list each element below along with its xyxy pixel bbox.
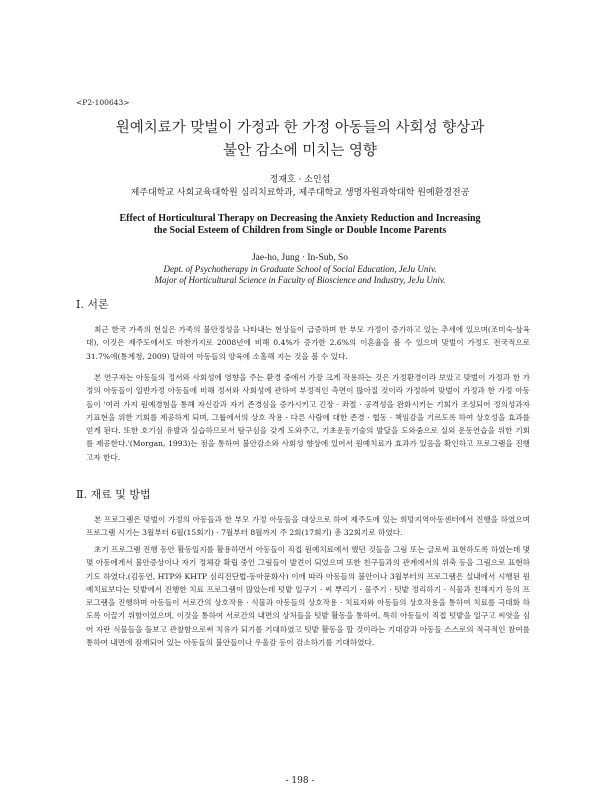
section-heading-introduction: Ⅰ. 서론 [76, 298, 109, 311]
english-authors-block [0, 253, 600, 286]
methods-paragraph-1: 본 프로그램은 맞벌이 가정의 아동들과 한 부모 가정 아동들을 대상으로 하여 제주도에 있는 희망지역아동센터에서 진행을 하였으며 프로그램 시기는 3월부터 6월(15회기) · 7월부터 8월까지 주 2회(17회기) 총 32회기로 하였다. [86, 515, 530, 538]
english-authors: Jae-ho, Jung · In-Sub, So [251, 253, 349, 263]
english-affiliation-1: Dept. of Psychotherapy in Graduate School of Social Education, JeJu Univ. [163, 264, 437, 274]
korean-title-line-2: 불안 감소에 미치는 영향 [223, 143, 377, 159]
page-number: - 198 - [285, 776, 315, 786]
section-heading-methods: Ⅱ. 재료 및 방법 [76, 488, 151, 501]
korean-authors: 정재호 · 소인섭 [269, 175, 331, 185]
introduction-paragraph-1: 최근 한국 가족의 현실은 가족의 불안정성을 나타내는 현상들이 급증하며 한 부모 가정이 증가하고 있는 추세에 있으며(조미숙·삼육대), 이것은 제주도에서도 마찬가지로 2008년에 비해 0.4%가 증가한 2.6%의 이혼율을 볼 수 있으며 맞벌이 가정도 전국적으로 31.7%에(통계청, 2009) 달하여 아동들의 양육에 소홀해 지는 것을 볼 수 있다. [86, 325, 530, 361]
introduction-paragraph-2: 본 연구자는 아동들의 정서와 사회성에 영향을 주는 환경 중에서 가장 크게 작용하는 것은 가정환경이라 보았고 맞벌이 가정과 한 가정의 아동들이 일반가정 아동들에 비해 정서와 사회성에 관하여 부정적인 측면이 많아질 것이라 가정하여 맞벌이 가정과 한 가정 아동들이 '여러 가지 원예경험을 통해 자신감과 자기 존경심을 증가시키고 긴장 · 좌절 · 공격성을 완화시키는 기회가 조성되어 정의성과자기표현을 위한 기회를 제공하게 되며, 그룹에서의 상호 작용 · 다른 사람에 대한 존경 · 협동 · 책임감을 기르도록 하여 상호성을 효과를 얻게 된다. 또한 호기심 유발과 실습하므로서 탐구심을 갖게 도와주고, 기초운동기술의 발달을 도와줌으로 실외 운동연습을 위한 기회를 제공한다.'(Morgan, 1993)는 점을 통하여 불안감소와 사회성 향상에 있어서 원예치료가 효과가 있음을 확인하고 프로그램을 진행고자 한다. [86, 373, 530, 462]
korean-title-line-1: 원예치료가 맞벌이 가정과 한 가정 아동들의 사회성 향상과 [115, 120, 485, 136]
english-title-line-1: Effect of Horticultural Therapy on Decreasing the Anxiety Reduction and Increasing [119, 213, 481, 224]
english-affiliation-2: Major of Horticultural Science in Faculty of Bioscience and Industry, JeJu Univ. [154, 275, 446, 285]
methods-paragraph-2: 초기 프로그램 진행 동안 활동일지를 활용하면서 아동들이 직접 원예치료에서 했던 것들을 그림 또는 글로써 표현하도록 하였는데 몇몇 아동에게서 불안증상이나 자기 정체감 확립 중인 그림들이 발견이 되었으며 또한 친구들과의 관계에서의 위축 등을 그림으로 표현하기도 하였다.(김동연, HTP와 KHTP 심리진단법-동아문화사) 이에 따라 아동들의 불안이나 3월부터의 프로그램은 실내에서 시행된 원예치료보다는 텃밭에서 진행한 치료 프로그램이 많았는데 텃밭 일구기 · 씨 뿌리기 · 물주기 · 텃밭 정리하기 · 식물과 친해지기 등의 프로그램을 진행하며 아동들이 서로간의 상호작용 · 식물과 아동들의 상호작용 · 치료자와 아동들의 상호작용을 통하여 치료를 극대화 하도록 이끌기 위함이었으며, 이것을 통하여 서로간의 내면의 상처들을 텃밭 활동을 통하여, 특히 아동들이 직접 텃밭을 일구고 씨앗을 심어 자란 식물들을 돌보고 관찰함으로써 치유가 되기를 기대하였고 텃밭 활동을 할 것이라는 기대감과 아동들 스스로의 적극적인 참여를 통하여 내면에 잠재되어 있는 아동들의 불안들이나 우울감 등이 감소하기를 기대하였다. [86, 545, 530, 648]
korean-title [0, 117, 600, 163]
korean-affiliation: 제주대학교 사회교육대학원 심리치료학과, 제주대학교 생명자원과학대학 원예환경전공 [130, 188, 470, 198]
korean-authors-block [0, 174, 600, 200]
english-title [40, 213, 560, 237]
english-title-line-2: the Social Esteem of Children from Single or Double Income Parents [153, 225, 447, 236]
paper-code: <P2-100643> [76, 98, 130, 107]
